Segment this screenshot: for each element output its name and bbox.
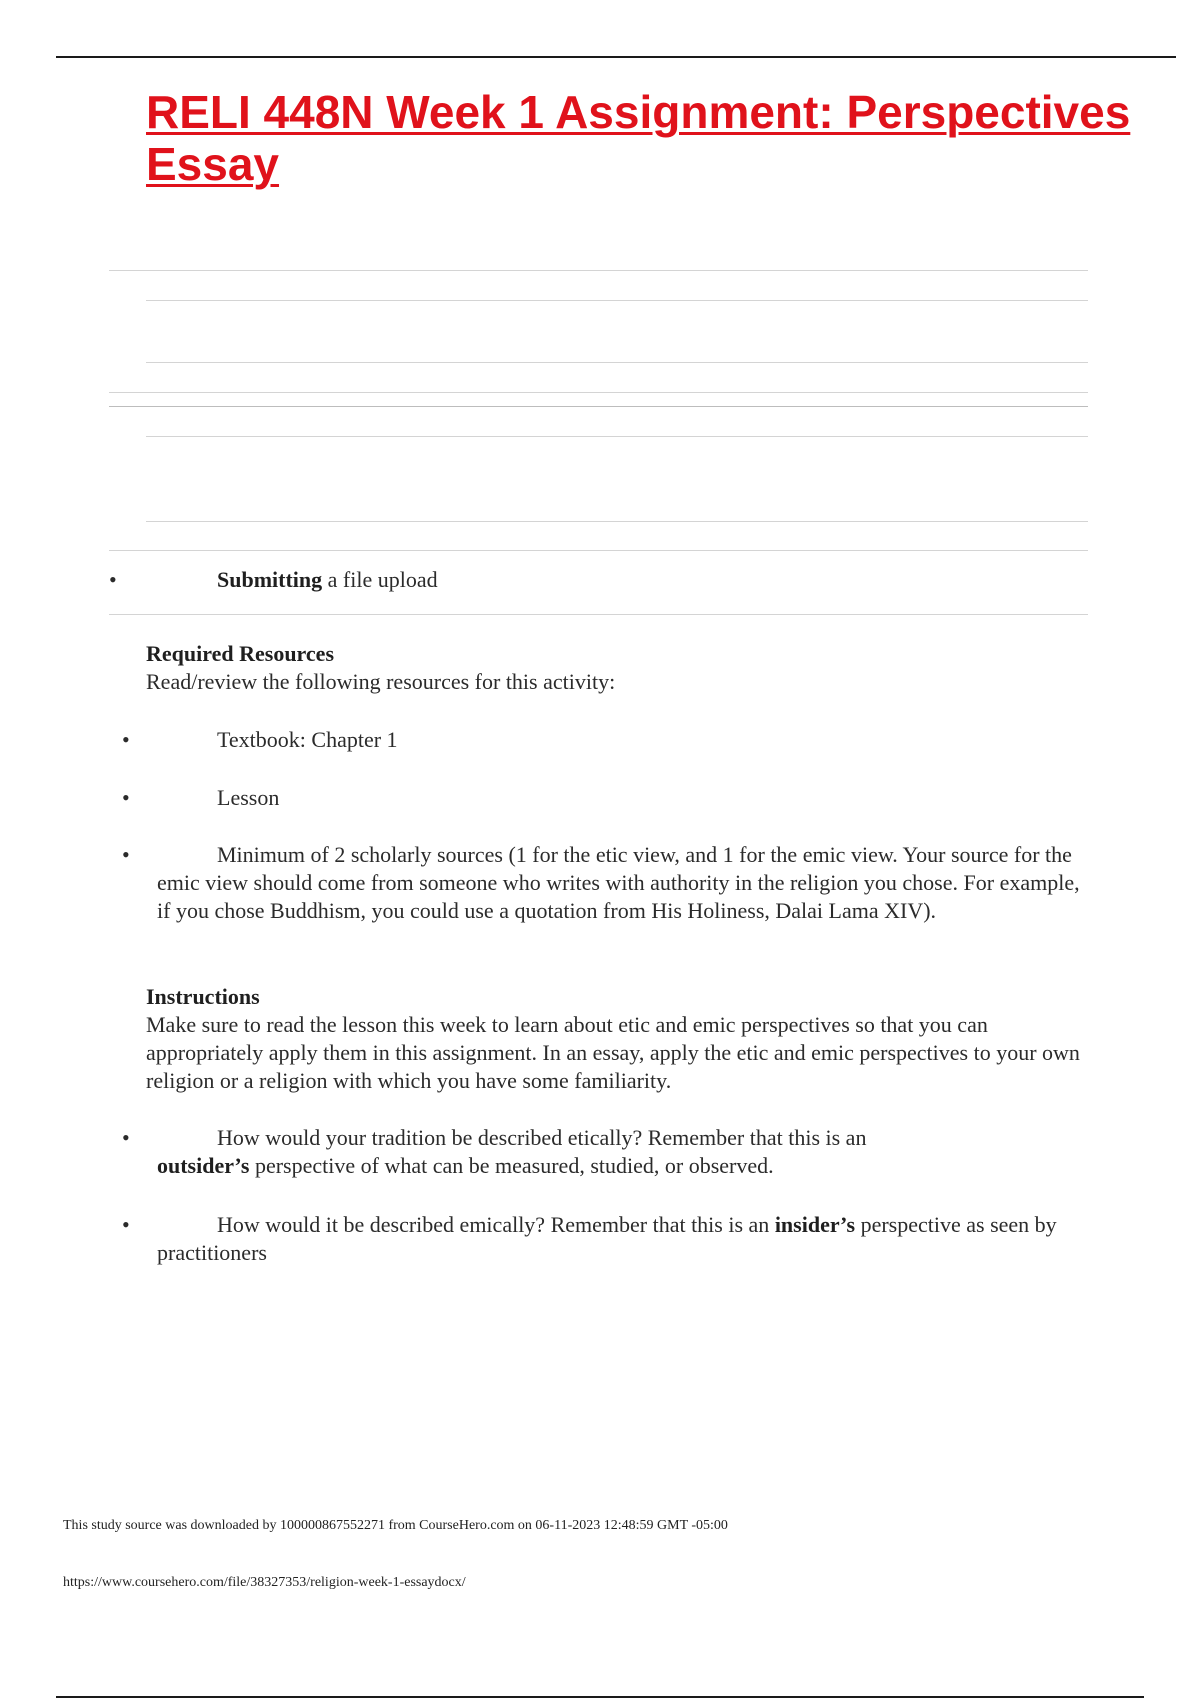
bullet-submitting: •	[109, 567, 117, 592]
bullet: •	[122, 1212, 130, 1237]
submitting-type: a file upload	[322, 567, 438, 592]
download-note: This study source was downloaded by 100000867552271 from CourseHero.com on 06-11-2023 12:48:59 GMT -05:00	[63, 1518, 728, 1533]
submitting-line	[217, 566, 438, 594]
divider-line	[109, 392, 1088, 393]
instructions-heading: Instructions	[146, 984, 260, 1009]
insider-emphasis: insider’s	[774, 1212, 856, 1237]
bottom-page-rule	[56, 1696, 1144, 1698]
submitting-label: Submitting	[217, 567, 323, 592]
divider-line	[146, 521, 1088, 522]
resource-item-scholarly-sources: Minimum of 2 scholarly sources (1 for the etic view, and 1 for the emic view. Your source for the emic view should come from someone who writes with authority in the religion you chose. For example, if you chose Buddhism, you could use a quotation from His Holiness, Dalai Lama XIV).	[157, 842, 1080, 923]
instructions-body: Make sure to read the lesson this week to learn about etic and emic perspectives so that you can appropriately apply them in this assignment. In an essay, apply the etic and emic perspectives to your own religion or a religion with which you have some familiarity.	[146, 1012, 1080, 1093]
bullet: •	[122, 785, 130, 810]
divider-line	[146, 300, 1088, 301]
outsider-emphasis: outsider’s	[157, 1153, 250, 1178]
divider-line	[109, 614, 1088, 615]
question-emic: How would it be described emically? Remember that this is an insider’s perspective as seen by practitioners	[157, 1212, 1057, 1265]
question-etic: How would your tradition be described etically? Remember that this is an outsider’s perspective of what can be measured, studied, or observed.	[157, 1125, 867, 1178]
resource-item-textbook: Textbook: Chapter 1	[217, 727, 398, 752]
source-url[interactable]: https://www.coursehero.com/file/38327353/religion-week-1-essaydocx/	[63, 1575, 466, 1590]
required-resources-heading: Required Resources	[146, 641, 335, 666]
document-title: RELI 448N Week 1 Assignment: Perspectives Essay	[146, 86, 1131, 190]
bullet: •	[122, 727, 130, 752]
divider-line	[109, 270, 1088, 271]
divider-line	[146, 436, 1088, 437]
bullet: •	[122, 1125, 130, 1150]
resource-item-lesson: Lesson	[217, 785, 280, 810]
divider-line	[109, 406, 1088, 407]
divider-line	[146, 362, 1088, 363]
required-resources-intro: Read/review the following resources for this activity:	[146, 669, 616, 694]
divider-line	[109, 550, 1088, 551]
bullet: •	[122, 842, 130, 867]
top-page-rule	[56, 56, 1176, 58]
